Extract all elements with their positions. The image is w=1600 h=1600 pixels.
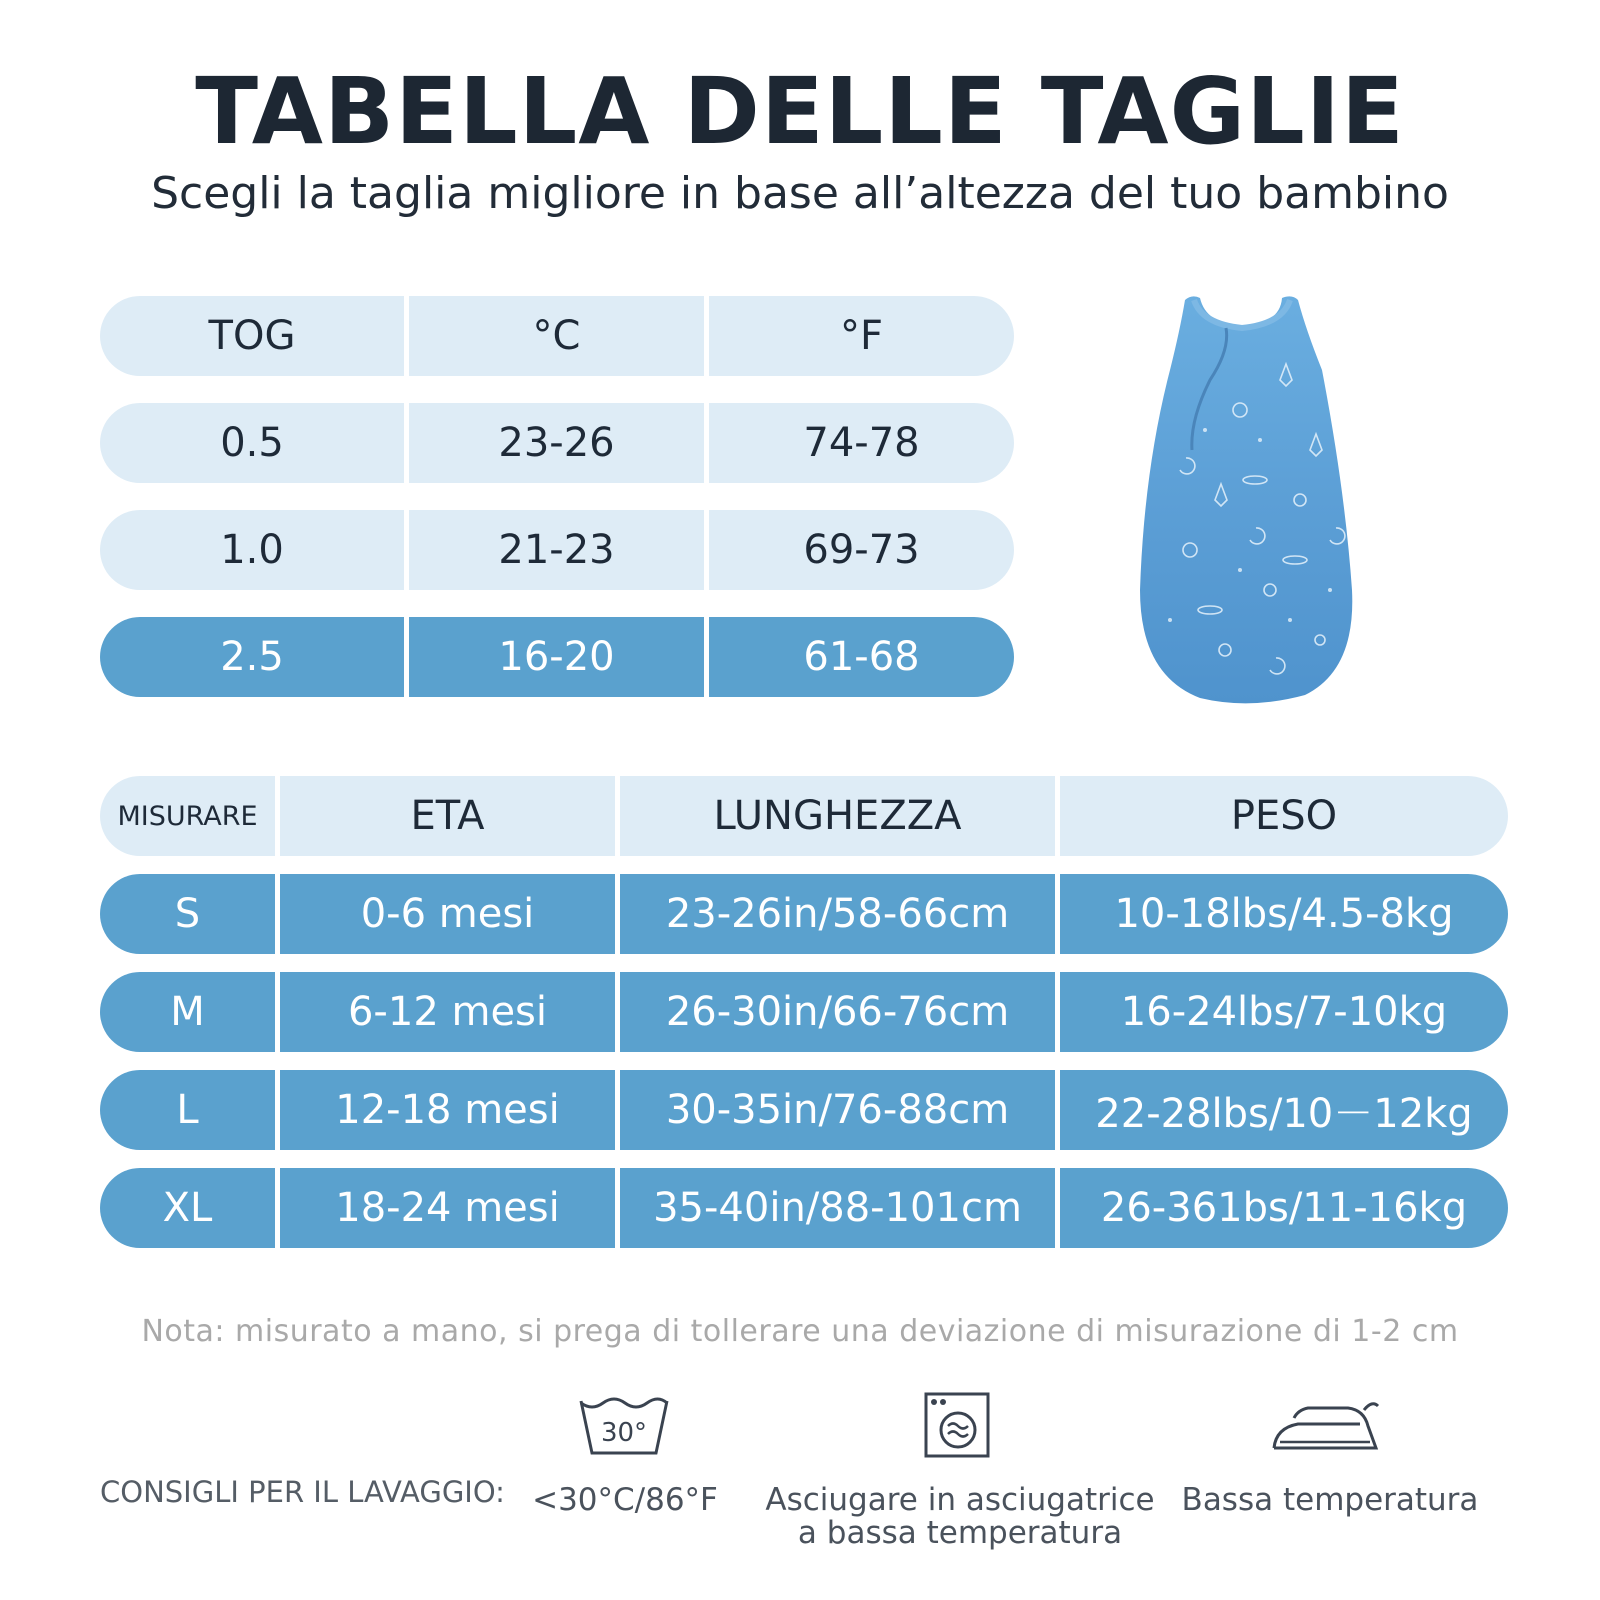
size-value: S bbox=[100, 874, 275, 954]
size-value: L bbox=[100, 1070, 275, 1150]
weight-header-cell: PESO bbox=[1055, 776, 1508, 856]
length-value: 30-35in/76-88cm bbox=[615, 1070, 1055, 1150]
tog-value: 1.0 bbox=[100, 510, 404, 590]
length-value: 35-40in/88-101cm bbox=[615, 1168, 1055, 1248]
tog-value: 0.5 bbox=[100, 403, 404, 483]
size-row bbox=[100, 1070, 1508, 1150]
measurement-note: Nota: misurato a mano, si prega di tollerare una deviazione di misurazione di 1-2 cm bbox=[141, 1314, 1459, 1349]
sleep-sack-image bbox=[1130, 290, 1370, 710]
size-row bbox=[100, 874, 1508, 954]
fahrenheit-value: 61-68 bbox=[704, 617, 1014, 697]
age-value: 6-12 mesi bbox=[275, 972, 615, 1052]
celsius-header-cell: °C bbox=[404, 296, 704, 376]
size-row bbox=[100, 1168, 1508, 1248]
tog-value: 2.5 bbox=[100, 617, 404, 697]
tumble-dry-text bbox=[760, 1484, 1160, 1550]
fahrenheit-value: 69-73 bbox=[704, 510, 1014, 590]
weight-value: 22-28lbs/10－12kg bbox=[1055, 1070, 1508, 1150]
weight-value: 26-361bs/11-16kg bbox=[1055, 1168, 1508, 1248]
size-value: XL bbox=[100, 1168, 275, 1248]
tog-row-highlighted bbox=[100, 617, 1014, 697]
washing-tips-label: CONSIGLI PER IL LAVAGGIO: bbox=[100, 1475, 505, 1509]
tumble-dry-line1: Asciugare in asciugatrice bbox=[765, 1482, 1155, 1518]
tog-row bbox=[100, 403, 1014, 483]
page-subtitle: Scegli la taglia migliore in base all’altezza del tuo bambino bbox=[151, 168, 1449, 219]
iron-temperature-text: Bassa temperatura bbox=[1181, 1482, 1479, 1518]
celsius-value: 16-20 bbox=[404, 617, 704, 697]
wash-temperature-text: <30°C/86°F bbox=[532, 1482, 718, 1518]
length-value: 23-26in/58-66cm bbox=[615, 874, 1055, 954]
size-header-row bbox=[100, 776, 1508, 856]
tumble-dry-line2: a bassa temperatura bbox=[797, 1515, 1123, 1551]
weight-value: 10-18lbs/4.5-8kg bbox=[1055, 874, 1508, 954]
age-value: 12-18 mesi bbox=[275, 1070, 615, 1150]
weight-value: 16-24lbs/7-10kg bbox=[1055, 972, 1508, 1052]
tumble-dry-low-icon bbox=[924, 1392, 990, 1458]
size-value: M bbox=[100, 972, 275, 1052]
fahrenheit-value: 74-78 bbox=[704, 403, 1014, 483]
age-value: 18-24 mesi bbox=[275, 1168, 615, 1248]
celsius-value: 21-23 bbox=[404, 510, 704, 590]
tog-header-cell: TOG bbox=[100, 296, 404, 376]
page-title: TABELLA DELLE TAGLIE bbox=[195, 58, 1405, 165]
tog-row bbox=[100, 510, 1014, 590]
wash-30-icon bbox=[578, 1395, 670, 1457]
fahrenheit-header-cell: °F bbox=[704, 296, 1014, 376]
iron-low-icon bbox=[1268, 1396, 1380, 1454]
age-header-cell: ETA bbox=[275, 776, 615, 856]
tog-header-row bbox=[100, 296, 1014, 376]
length-value: 26-30in/66-76cm bbox=[615, 972, 1055, 1052]
age-value: 0-6 mesi bbox=[275, 874, 615, 954]
length-header-cell: LUNGHEZZA bbox=[615, 776, 1055, 856]
celsius-value: 23-26 bbox=[404, 403, 704, 483]
wash-temp-text: 30° bbox=[600, 1418, 648, 1448]
size-row bbox=[100, 972, 1508, 1052]
size-header-cell: MISURARE bbox=[100, 776, 275, 856]
